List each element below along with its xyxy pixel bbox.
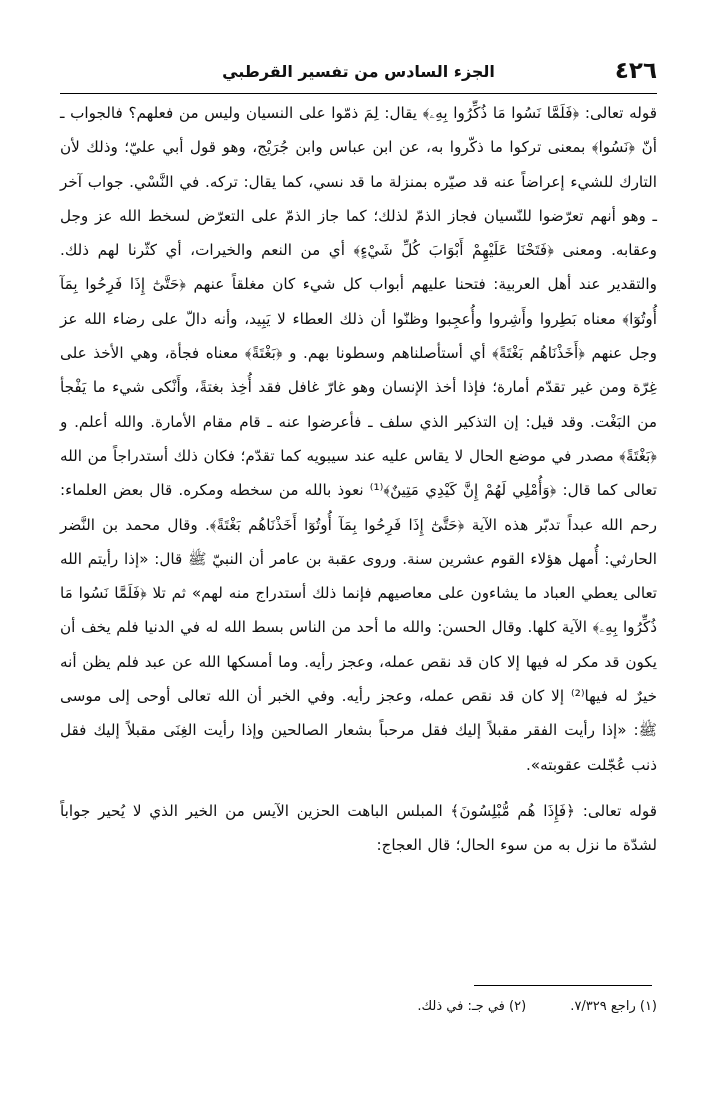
main-text [60, 96, 657, 863]
footnote-1: (١) راجع ٧/٣٢٩. [570, 999, 657, 1014]
running-title: الجزء السادس من تفسير القرطبي [222, 62, 495, 81]
footnotes [60, 996, 657, 1018]
footnote-2: (٢) في جـ: في ذلك. [417, 999, 527, 1014]
paragraph-commentary: قوله تعالى: ﴿فَلَمَّا نَسُوا مَا ذُكِّرُوا بِهِۦ﴾ يقال: لِمَ ذمّوا على النسيان وليس من فعلهم؟ فالجواب ـ أنّ ﴿نَسُوا﴾ بمعنى تركوا ما ذكّروا به، عن ابن عباس وابن جُرَيْج، وهو قول أبي عليّ؛ وذلك لأن التارك للشيء إعراضاً عنه قد صيّره بمنزلة ما قد نسي، كما يقال: تركه. في النَّسْي. جواب آخر ـ وهو أنهم تعرّضوا للنّسيان فجاز الذمّ لذلك؛ كما جاز الذمّ على التعرّض لسخط الله عز وجل وعقابه. ومعنى ﴿فَتَحْنَا عَلَيْهِمْ أَبْوَابَ كُلِّ شَيْءٍ﴾ أي من النعم والخيرات، أي كثّرنا لهم ذلك. والتقدير عند أهل العربية: فتحنا عليهم أبواب كل شيء كان مغلقاً عنهم ﴿حَتَّىٰٓ إِذَا فَرِحُوا بِمَآ أُوتُوٓا﴾ معناه بَطِروا وأَشِروا وأُعجِبوا وظنّوا أن ذلك العطاء لا يَبِيد، وأنه دالّ على رضاء الله عز وجل عنهم ﴿أَخَذْنَاهُم بَغْتَةً﴾ أي أستأصلناهم وسطونا بهم. و ﴿بَغْتَةً﴾ معناه فجأة، وهي الأخذ على غِرّة ومن غير تقدّم أمارة؛ فإذا أخذ الإنسان وهو غارّ غافل فقد أُخِذ بغتةً، وأَنْكى شيء ما يَفْجأ من البَغْت. وقد قيل: إن التذكير الذي سلف ـ فأعرضوا عنه ـ قام مقام الأمارة. والله أعلم. و ﴿بَغْتَةً﴾ مصدر في موضع الحال لا يقاس عليه عند سيبويه كما تقدّم؛ فكان ذلك أستدراجاً من الله تعالى كما قال: ﴿وَأُمْلِي لَهُمْ إِنَّ كَيْدِي مَتِينٌ﴾⁽¹⁾ نعوذ بالله من سخطه ومكره. قال بعض العلماء: رحم الله عبداً تدبّر هذه الآية ﴿حَتَّىٰٓ إِذَا فَرِحُوا بِمَآ أُوتُوٓا أَخَذْنَاهُم بَغْتَةً﴾. وقال محمد بن النَّضر الحارثي: أُمهل هؤلاء القوم عشرين سنة. وروى عقبة بن عامر أن النبيّ ﷺ قال: «إذا رأيتم الله تعالى يعطي العباد ما يشاءون على معاصيهم فإنما ذلك أستدراج منه لهم» ثم تلا ﴿فَلَمَّا نَسُوا مَا ذُكِّرُوا بِهِۦ﴾ الآية كلها. وقال الحسن: والله ما أحد من الناس بسط الله له في الدنيا فلم يخف أن يكون قد مكر له فيها إلا كان قد نقص عمله، وعجز رأيه. وما أمسكها الله عن عبد فلم يظن أنه خيرٌ له فيها⁽²⁾ إلا كان قد نقص عمله، وعجز رأيه. وفي الخبر أن الله تعالى أوحى إلى موسى ﷺ: «إذا رأيت الفقر مقبلاً إليك فقل مرحباً بشعار الصالحين وإذا رأيت الغِنَى مقبلاً إليك فقل ذنب عُجّلت عقوبته». [60, 104, 657, 774]
page-header [60, 52, 657, 92]
page-number: ٤٢٦ [614, 58, 657, 84]
paragraph-verse-explanation: قوله تعالى: ﴿فَإِذَا هُم مُّبْلِسُونَ﴾ المبلس الباهت الحزين الآيس من الخير الذي لا يُحير جواباً لشدّة ما نزل به من سوء الحال؛ قال العجاج: [60, 801, 657, 855]
footnote-rule [474, 985, 652, 986]
header-rule [60, 93, 657, 94]
